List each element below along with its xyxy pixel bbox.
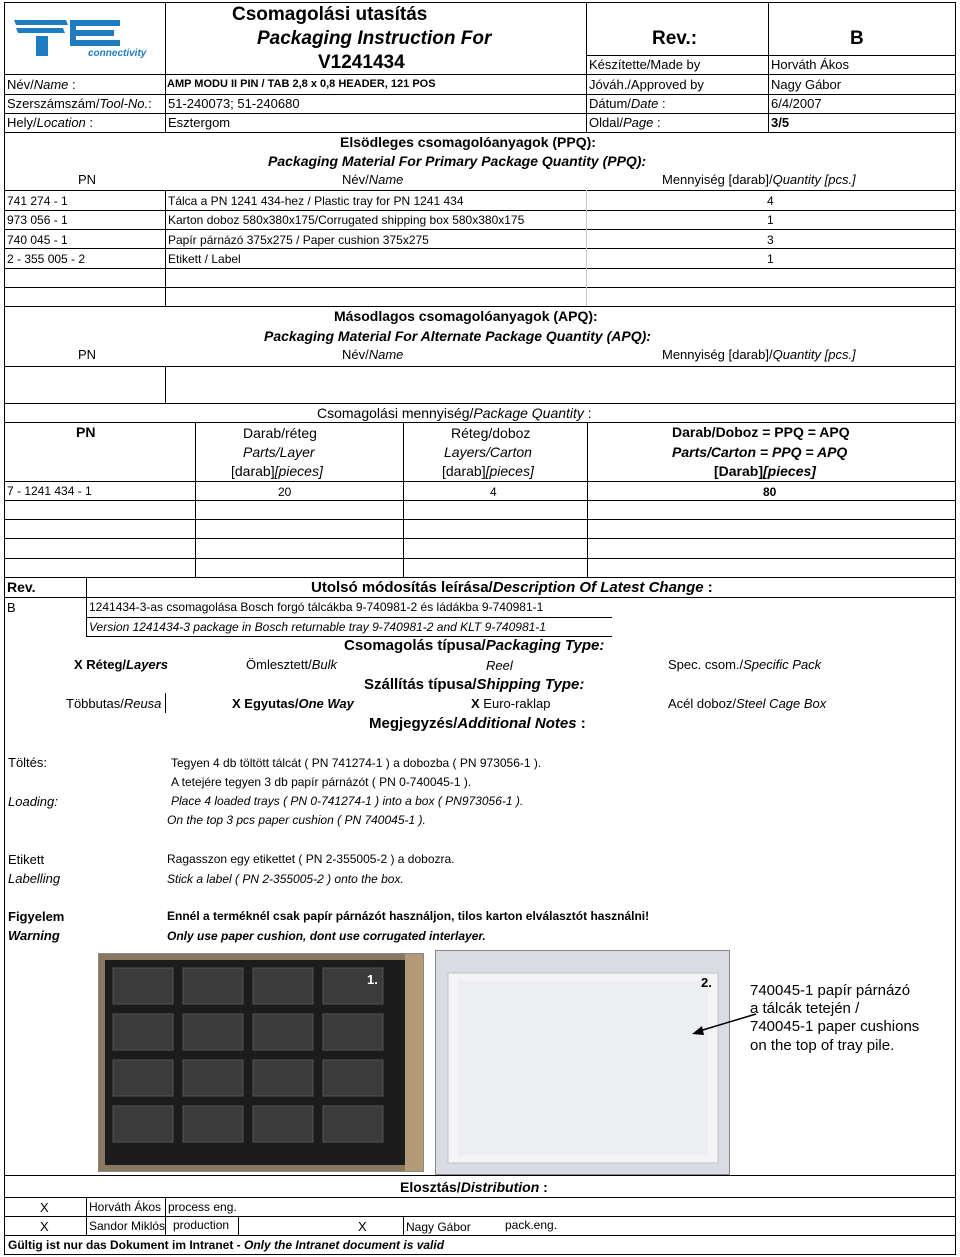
ppq-row-pn: 740 045 - 1 xyxy=(7,233,68,247)
packaging-bulk-option[interactable]: Ömlesztett/Bulk xyxy=(246,657,338,672)
page-label: Oldal/Page : xyxy=(589,115,661,130)
packaging-type-title: Csomagolás típusa/Packaging Type: xyxy=(344,637,605,654)
rev-label: Rev.: xyxy=(652,28,698,49)
distribution-line xyxy=(4,1175,956,1176)
ppq-line xyxy=(4,210,956,211)
ppq-divider xyxy=(165,190,166,306)
shipping-type-title: Szállítás típusa/Shipping Type: xyxy=(364,676,585,693)
date-value: 6/4/2007 xyxy=(771,96,822,111)
shipping-oneway-option[interactable]: X Egyutas/One Way xyxy=(232,696,354,711)
warning-label-en: Warning xyxy=(8,928,60,943)
tray-photo xyxy=(98,953,424,1172)
ppq-col-qty: Mennyiség [darab]/Quantity [pcs.] xyxy=(662,172,856,187)
qty-col2-unit: [darab][pieces] xyxy=(442,463,534,479)
te-logo xyxy=(8,12,158,62)
distribution-divider xyxy=(165,1197,166,1235)
distribution-role: production xyxy=(173,1218,230,1232)
warning-hu: Ennél a terméknél csak papír párnázót használjon, tilos karton elválasztót használni! xyxy=(167,909,650,923)
qty-line xyxy=(4,519,956,520)
ppq-row-qty: 1 xyxy=(767,213,774,227)
label-en: Stick a label ( PN 2-355005-2 ) onto the box. xyxy=(167,872,404,886)
apq-title-hu: Másodlagos csomagolóanyagok (APQ): xyxy=(334,308,598,324)
change-title: Utolsó módosítás leírása/Description Of Latest Change : xyxy=(311,579,713,596)
shipping-steel-option[interactable]: Acél doboz/Steel Cage Box xyxy=(668,696,827,711)
header-line xyxy=(4,113,956,114)
qty-line xyxy=(4,538,956,539)
distribution-line xyxy=(4,1197,956,1198)
qty-line xyxy=(4,422,956,423)
footer-note: Gültig ist nur das Dokument im Intranet - Only the Intranet document is valid xyxy=(8,1238,445,1252)
callout-line: 740045-1 papír párnázó xyxy=(750,982,911,999)
title-en: Packaging Instruction For xyxy=(257,28,492,49)
warning-label-hu: Figyelem xyxy=(8,909,65,924)
ship-divider xyxy=(165,693,166,713)
apq-col-qty: Mennyiség [darab]/Quantity [pcs.] xyxy=(662,347,856,362)
qty-layers-carton: 4 xyxy=(490,485,497,499)
notes-title: Megjegyzés/Additional Notes : xyxy=(369,715,586,732)
distribution-mark: X xyxy=(358,1219,367,1234)
qty-divider xyxy=(195,422,196,577)
callout-line: on the top of tray pile. xyxy=(750,1037,895,1054)
cushion-photo xyxy=(435,950,730,1175)
check-mark: X xyxy=(74,657,83,672)
check-mark: X xyxy=(232,696,241,711)
distribution-line xyxy=(4,1216,956,1217)
label-hu: Ragasszon egy etikettet ( PN 2-355005-2 ) a dobozra. xyxy=(167,852,455,866)
ppq-row-qty: 1 xyxy=(767,252,774,266)
apq-col-name: Név/Name xyxy=(342,347,404,362)
change-line xyxy=(4,597,956,598)
qty-col3-unit: [Darab][pieces] xyxy=(714,463,816,479)
title-hu: Csomagolási utasítás xyxy=(232,4,428,25)
distribution-divider xyxy=(403,1216,404,1235)
loading-hu-1: Tegyen 4 db töltött tálcát ( PN 741274-1 ) a dobozba ( PN 973056-1 ). xyxy=(171,756,542,770)
loading-en-1: Place 4 loaded trays ( PN 0-741274-1 ) into a box ( PN973056-1 ). xyxy=(171,794,524,808)
qty-line xyxy=(4,558,956,559)
ppq-row-name: Tálca a PN 1241 434-hez / Plastic tray for PN 1241 434 xyxy=(168,194,464,208)
loading-hu-2: A tetejére tegyen 3 db papír párnázót ( PN 0-740045-1 ). xyxy=(171,775,472,789)
qty-col3-en: Parts/Carton = PPQ = APQ xyxy=(672,444,848,460)
qty-col1-hu: Darab/réteg xyxy=(243,425,317,441)
name-label: Név/Name : xyxy=(7,77,76,92)
distribution-role: process eng. xyxy=(168,1200,237,1214)
header-line xyxy=(4,74,956,75)
location-label: Hely/Location : xyxy=(7,115,94,130)
ppq-line xyxy=(4,190,956,191)
ppq-row-name: Etikett / Label xyxy=(168,252,241,266)
distribution-divider xyxy=(86,1197,87,1235)
label-label-en: Labelling xyxy=(8,871,61,886)
ppq-row-qty: 4 xyxy=(767,194,774,208)
ppq-divider xyxy=(586,190,587,306)
approved-label: Jóváh./Approved by xyxy=(589,77,704,92)
ppq-row-pn: 741 274 - 1 xyxy=(7,194,68,208)
packaging-reel-option[interactable]: Reel xyxy=(486,658,513,673)
apq-title-en: Packaging Material For Alternate Package Quantity (APQ): xyxy=(264,328,651,344)
qty-line xyxy=(4,500,956,501)
header-line xyxy=(586,55,956,56)
ppq-row-qty: 3 xyxy=(767,233,774,247)
loading-en-2: On the top 3 pcs paper cushion ( PN 740045-1 ). xyxy=(167,813,426,827)
ppq-row-name: Karton doboz 580x380x175/Corrugated shipping box 580x380x175 xyxy=(168,213,525,227)
change-line-en: Version 1241434-3 package in Bosch returnable tray 9-740981-2 and KLT 9-740981-1 xyxy=(89,620,546,634)
packaging-specific-option[interactable]: Spec. csom./Specific Pack xyxy=(668,657,822,672)
date-label: Dátum/Date : xyxy=(589,96,666,111)
tool-label: Szerszámszám/Tool-No.: xyxy=(7,96,152,111)
warning-en: Only use paper cushion, dont use corrugated interlayer. xyxy=(167,929,486,943)
distribution-line xyxy=(4,1235,956,1236)
qty-parts-carton: 80 xyxy=(763,485,777,499)
cushion-image xyxy=(436,951,729,1174)
distribution-role: pack.eng. xyxy=(505,1218,558,1232)
frame-bottom xyxy=(4,1254,956,1255)
qty-divider xyxy=(403,422,404,577)
ppq-line xyxy=(4,268,956,269)
qty-col1-unit: [darab][pieces] xyxy=(231,463,323,479)
ppq-row-name: Papír párnázó 375x275 / Paper cushion 375x275 xyxy=(168,233,429,247)
check-mark: X xyxy=(471,696,480,711)
ppq-title-en: Packaging Material For Primary Package Quantity (PPQ): xyxy=(268,153,647,169)
ppq-line xyxy=(4,229,956,230)
apq-line xyxy=(4,366,956,367)
ppq-title-hu: Elsödleges csomagolóanyagok (PPQ): xyxy=(340,134,596,150)
name-value: AMP MODU II PIN / TAB 2,8 x 0,8 HEADER, 121 POS xyxy=(167,78,436,90)
ppq-line xyxy=(4,287,956,288)
ppq-row-pn: 973 056 - 1 xyxy=(7,213,68,227)
qty-title: Csomagolási mennyiség/Package Quantity : xyxy=(317,405,592,421)
photo-2-number: 2. xyxy=(701,975,712,990)
distribution-name: Nagy Gábor xyxy=(406,1220,471,1234)
header-line xyxy=(4,132,956,133)
frame-top xyxy=(4,2,956,3)
qty-parts-layer: 20 xyxy=(278,485,292,499)
ppq-row-pn: 2 - 355 005 - 2 xyxy=(7,252,86,266)
distribution-mark: X xyxy=(40,1200,49,1215)
te-tagline: connectivity xyxy=(88,48,147,59)
qty-line xyxy=(4,481,956,482)
qty-col1-en: Parts/Layer xyxy=(243,444,315,460)
header-line xyxy=(4,94,956,95)
distribution-divider xyxy=(238,1216,239,1235)
distribution-name: Sandor Miklós xyxy=(89,1219,165,1233)
distribution-title: Elosztás/Distribution : xyxy=(400,1179,548,1195)
approved-value: Nagy Gábor xyxy=(771,77,842,92)
loading-label-en: Loading: xyxy=(8,794,58,809)
qty-col2-hu: Réteg/doboz xyxy=(451,425,531,441)
apq-line xyxy=(4,403,956,404)
qty-line xyxy=(4,577,956,578)
callout-line: 740045-1 paper cushions xyxy=(750,1018,920,1035)
ppq-line xyxy=(4,306,956,307)
qty-col2-en: Layers/Carton xyxy=(444,444,532,460)
ppq-col-pn: PN xyxy=(78,172,97,187)
qty-col3-hu: Darab/Doboz = PPQ = APQ xyxy=(672,424,850,440)
ppq-line xyxy=(4,248,956,249)
distribution-mark: X xyxy=(40,1219,49,1234)
page-value: 3/5 xyxy=(771,115,790,130)
photo-1-number: 1. xyxy=(367,972,378,987)
qty-col-pn: PN xyxy=(76,424,96,440)
apq-divider xyxy=(165,366,166,403)
change-rev: B xyxy=(7,600,16,615)
qty-row-pn: 7 - 1241 434 - 1 xyxy=(7,484,92,498)
packaging-layers-option[interactable]: X Réteg/Layers xyxy=(74,657,168,672)
location-value: Esztergom xyxy=(168,115,231,130)
tool-value: 51-240073; 51-240680 xyxy=(168,96,300,111)
apq-col-pn: PN xyxy=(78,347,97,362)
loading-label-hu: Töltés: xyxy=(8,755,48,770)
qty-divider xyxy=(587,422,588,577)
made-by-label: Készítette/Made by xyxy=(589,57,701,72)
change-divider xyxy=(86,577,87,636)
change-rev-label: Rev. xyxy=(7,579,36,595)
change-line xyxy=(86,617,612,618)
ppq-col-name: Név/Name xyxy=(342,172,404,187)
label-label-hu: Etikett xyxy=(8,852,45,867)
distribution-name: Horváth Ákos xyxy=(89,1200,162,1214)
shipping-reusable-option[interactable]: Többutas/Reusa xyxy=(66,696,162,711)
change-line-hu: 1241434-3-as csomagolása Bosch forgó tálcákba 9-740981-2 és ládákba 9-740981-1 xyxy=(89,600,544,614)
part-number: V1241434 xyxy=(318,52,405,73)
made-by-value: Horváth Ákos xyxy=(771,57,850,72)
shipping-euro-option[interactable]: X Euro-raklap xyxy=(471,696,551,711)
rev-value: B xyxy=(850,28,864,49)
callout-line: a tálcák tetején / xyxy=(750,1000,860,1017)
